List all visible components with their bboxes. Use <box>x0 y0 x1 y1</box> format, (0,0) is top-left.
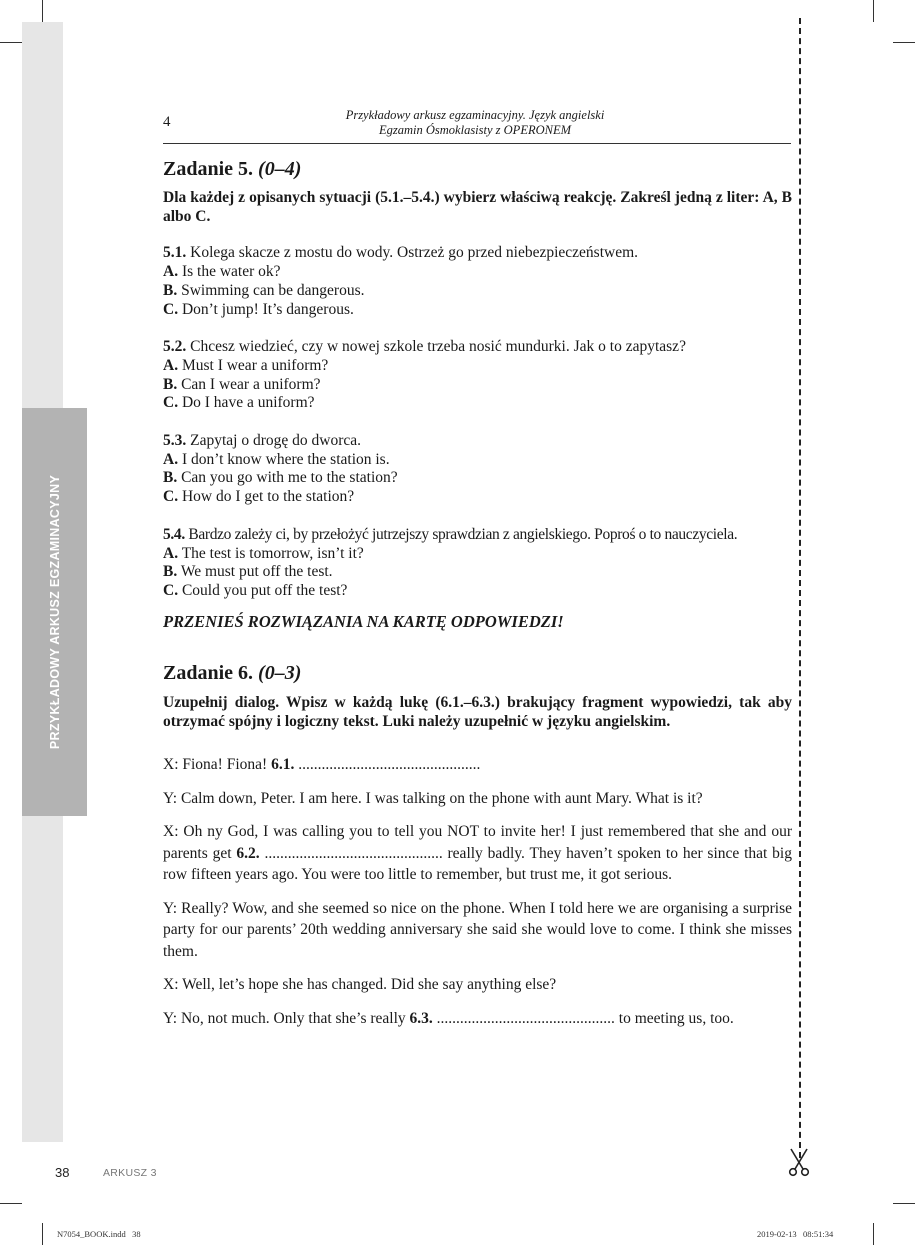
option-letter: A. <box>163 263 179 281</box>
question-prompt <box>163 526 792 545</box>
option-a[interactable] <box>163 263 792 282</box>
dialog-line-3 <box>163 821 792 886</box>
option-letter: A. <box>163 544 179 562</box>
option-letter: B. <box>163 563 178 581</box>
option-text: Could you put off the test? <box>181 581 348 599</box>
question-number: 5.3. <box>163 432 187 450</box>
question-text: Chcesz wiedzieć, czy w nowej szkole trzeba nosić mundurki. Jak o to zapytasz? <box>190 338 686 356</box>
option-letter: A. <box>163 356 179 374</box>
exercise-points: (0–3) <box>258 662 302 685</box>
option-letter: B. <box>163 281 178 299</box>
option-letter: B. <box>163 469 178 487</box>
crop-mark <box>0 42 22 43</box>
option-text: How do I get to the station? <box>181 488 355 506</box>
option-text: Can I wear a uniform? <box>181 375 321 393</box>
header-title <box>300 108 650 138</box>
header-title-line2: Egzamin Ósmoklasisty z OPERONEM <box>379 123 571 137</box>
option-letter: C. <box>163 581 179 599</box>
option-text: Can you go with me to the station? <box>181 469 398 487</box>
sidebar-label <box>22 408 87 816</box>
question-5-3 <box>163 432 792 507</box>
option-letter: B. <box>163 375 178 393</box>
option-c[interactable] <box>163 394 792 413</box>
dialog-text: X: Fiona! Fiona! <box>163 756 272 774</box>
dialog-line-4: Y: Really? Wow, and she seemed so nice on the phone. When I told here we are organising a surprise party for our parents’ 20th wedding anniversary she said she would love to come. I think she misses them. <box>163 899 792 960</box>
option-b[interactable] <box>163 469 792 488</box>
print-slug-file: N7054_BOOK.indd 38 <box>57 1229 141 1239</box>
question-prompt <box>163 338 792 357</box>
cut-line <box>799 18 801 1158</box>
option-letter: C. <box>163 300 179 318</box>
option-a[interactable] <box>163 545 792 564</box>
question-prompt <box>163 432 792 451</box>
option-a[interactable] <box>163 451 792 470</box>
gap-6-2-label: 6.2. <box>236 844 260 862</box>
option-c[interactable] <box>163 582 792 601</box>
exercise-title-text: Zadanie 5. <box>163 158 254 180</box>
exercise-6-instruction: Uzupełnij dialog. Wpisz w każdą lukę (6.1.–6.3.) brakujący fragment wypowiedzi, tak aby otrzymać spójny i logiczny tekst. Luki należy uzupełnić w języku angielskim. <box>163 694 792 731</box>
dialog-line-2: Y: Calm down, Peter. I am here. I was talking on the phone with aunt Mary. What is it? <box>163 789 703 807</box>
exercise-points: (0–4) <box>258 158 302 180</box>
option-b[interactable] <box>163 282 792 301</box>
crop-mark <box>873 1223 874 1245</box>
option-letter: A. <box>163 450 179 468</box>
transfer-note: PRZENIEŚ ROZWIĄZANIA NA KARTĘ ODPOWIEDZI! <box>163 611 564 631</box>
question-text: Bardzo zależy ci, by przełożyć jutrzejszy sprawdzian z angielskiego. Poproś o to nauczyciela. <box>188 525 738 543</box>
question-number: 5.1. <box>163 244 187 262</box>
dialog-text: X: Oh ny God, I was calling you to tell you NOT to invite her! I just remembered that she and our parents get <box>163 823 792 862</box>
option-text: Don’t jump! It’s dangerous. <box>181 300 354 318</box>
option-b[interactable] <box>163 376 792 395</box>
crop-mark <box>893 1203 915 1204</box>
crop-mark <box>42 0 43 22</box>
gap-6-1-label: 6.1. <box>271 756 295 774</box>
dialog-text: Y: No, not much. Only that she’s really <box>163 1009 410 1027</box>
page-content <box>163 157 792 1041</box>
option-text: I don’t know where the station is. <box>181 450 390 468</box>
option-text: Must I wear a uniform? <box>181 356 329 374</box>
dialog-line-1 <box>163 754 792 776</box>
header-rule <box>163 143 791 144</box>
option-text: Is the water ok? <box>181 263 281 281</box>
gap-6-3-label: 6.3. <box>409 1009 433 1027</box>
question-5-2 <box>163 338 792 413</box>
exercise-5-title <box>163 157 792 181</box>
option-text: The test is tomorrow, isn’t it? <box>181 544 364 562</box>
option-a[interactable] <box>163 357 792 376</box>
option-letter: C. <box>163 488 179 506</box>
option-text: Swimming can be dangerous. <box>181 281 365 299</box>
option-letter: C. <box>163 394 179 412</box>
exercise-5-instruction: Dla każdej z opisanych sytuacji (5.1.–5.4.) wybierz właściwą reakcję. Zakreśl jedną z liter: A, B albo C. <box>163 189 792 225</box>
exercise-title-text: Zadanie 6. <box>163 662 254 685</box>
question-5-1 <box>163 244 792 319</box>
gap-6-2-blank[interactable]: .............................................. really badly. They haven’t spoken to her since that big row fifteen years ago. You were too little to remember, but trust me, it got serious. <box>163 844 792 884</box>
crop-mark <box>0 1203 22 1204</box>
exercise-6-title <box>163 661 792 685</box>
exercise-5 <box>163 157 792 631</box>
option-text: We must put off the test. <box>180 563 333 581</box>
gap-6-1-blank[interactable]: ............................................... <box>294 756 481 774</box>
option-c[interactable] <box>163 301 792 320</box>
crop-mark <box>873 0 874 22</box>
footer-sheet-label: ARKUSZ 3 <box>103 1167 157 1179</box>
dialog-line-6 <box>163 1008 792 1030</box>
option-text: Do I have a uniform? <box>181 394 315 412</box>
crop-mark <box>893 42 915 43</box>
question-number: 5.2. <box>163 338 187 356</box>
crop-mark <box>42 1223 43 1245</box>
option-c[interactable] <box>163 488 792 507</box>
exercise-6 <box>163 661 792 1029</box>
question-number: 5.4. <box>163 525 185 543</box>
header-title-line1: Przykładowy arkusz egzaminacyjny. Język angielski <box>345 108 605 122</box>
scissors-icon <box>786 1147 812 1177</box>
gap-6-3-blank[interactable]: .............................................. to meeting us, too. <box>432 1009 734 1027</box>
question-text: Zapytaj o drogę do dworca. <box>190 432 361 450</box>
question-5-4 <box>163 526 792 601</box>
print-slug-date: 2019-02-13 08:51:34 <box>757 1229 834 1239</box>
header-page-number: 4 <box>163 114 171 130</box>
sidebar-label-text: PRZYKŁADOWY ARKUSZ EGZAMINACYJNY <box>47 474 62 750</box>
question-prompt <box>163 244 792 263</box>
dialog-line-5: X: Well, let’s hope she has changed. Did she say anything else? <box>163 976 557 994</box>
option-b[interactable] <box>163 563 792 582</box>
dialog <box>163 754 792 1029</box>
footer-page-number: 38 <box>55 1165 70 1180</box>
question-text: Kolega skacze z mostu do wody. Ostrzeż go przed niebezpieczeństwem. <box>190 244 639 262</box>
